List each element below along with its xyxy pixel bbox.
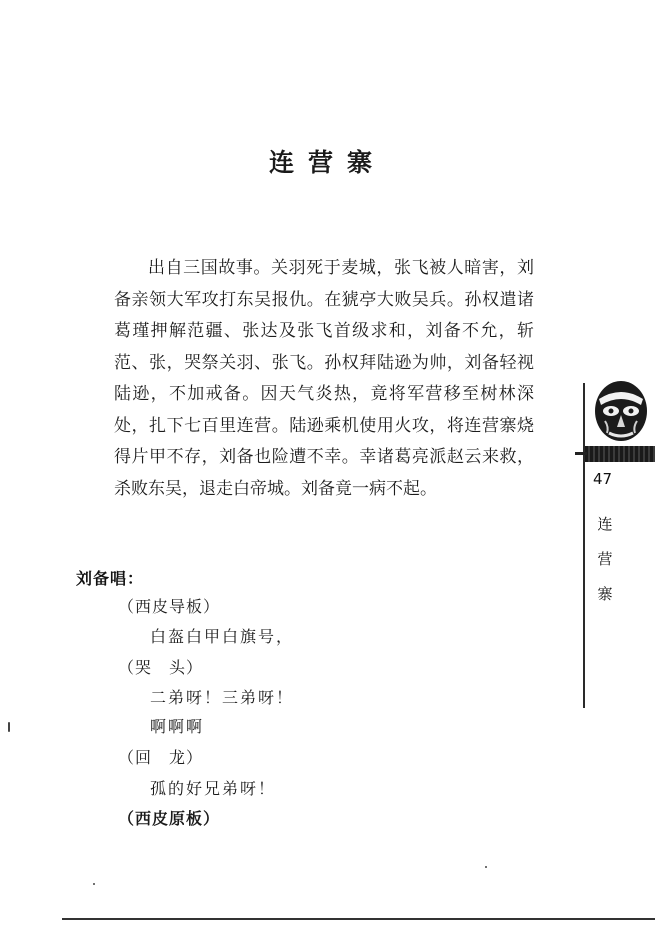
- cue-xipi-yuanban: （西皮原板）: [118, 809, 221, 828]
- intro-paragraph: 出自三国故事。关羽死于麦城，张飞被人暗害，刘备亲领大军攻打东吴报仇。在猇亭大败吴兵。孙权遣诸葛瑾押解范疆、张达及张飞首级求和，刘备不允，斩范、张，哭祭关羽、张飞。孙权拜陆逊为帅，刘备轻视陆逊，不加戒备。因天气炎热，竟将军营移至树林深处，扎下七百里连营。陆逊乘机使用火攻，将连营寨烧得片甲不存，刘备也险遭不幸。幸诸葛亮派赵云来救，杀败东吴，退走白帝城。刘备竟一病不起。: [114, 258, 534, 499]
- scan-mark: [93, 883, 95, 885]
- lyric-line: 啊啊啊: [150, 717, 205, 736]
- lyric-line: 孤的好兄弟呀！: [150, 779, 277, 798]
- bottom-rule: [62, 918, 655, 920]
- chapter-title: 连营寨: [268, 148, 386, 177]
- cue-kutou: （哭 头）: [118, 658, 204, 677]
- page-number: 47: [593, 470, 613, 488]
- lyric-line: 白盔白甲白旗号，: [150, 627, 295, 646]
- scan-mark: [485, 866, 487, 868]
- vertical-title-char: 连: [597, 515, 613, 533]
- singer-label: 刘备唱：: [76, 569, 145, 588]
- cue-xipi-daoban: （西皮导板）: [118, 597, 221, 616]
- cue-huilong: （回 龙）: [118, 748, 204, 767]
- tab-bar-tick: [575, 452, 587, 455]
- lyric-line: 二弟呀！三弟呀！: [150, 688, 295, 707]
- vertical-chapter-title: [593, 507, 617, 612]
- vertical-title-char: 寨: [597, 585, 613, 603]
- tab-bar: [585, 446, 655, 462]
- scan-mark: [8, 722, 10, 732]
- vertical-title-char: 营: [597, 550, 613, 568]
